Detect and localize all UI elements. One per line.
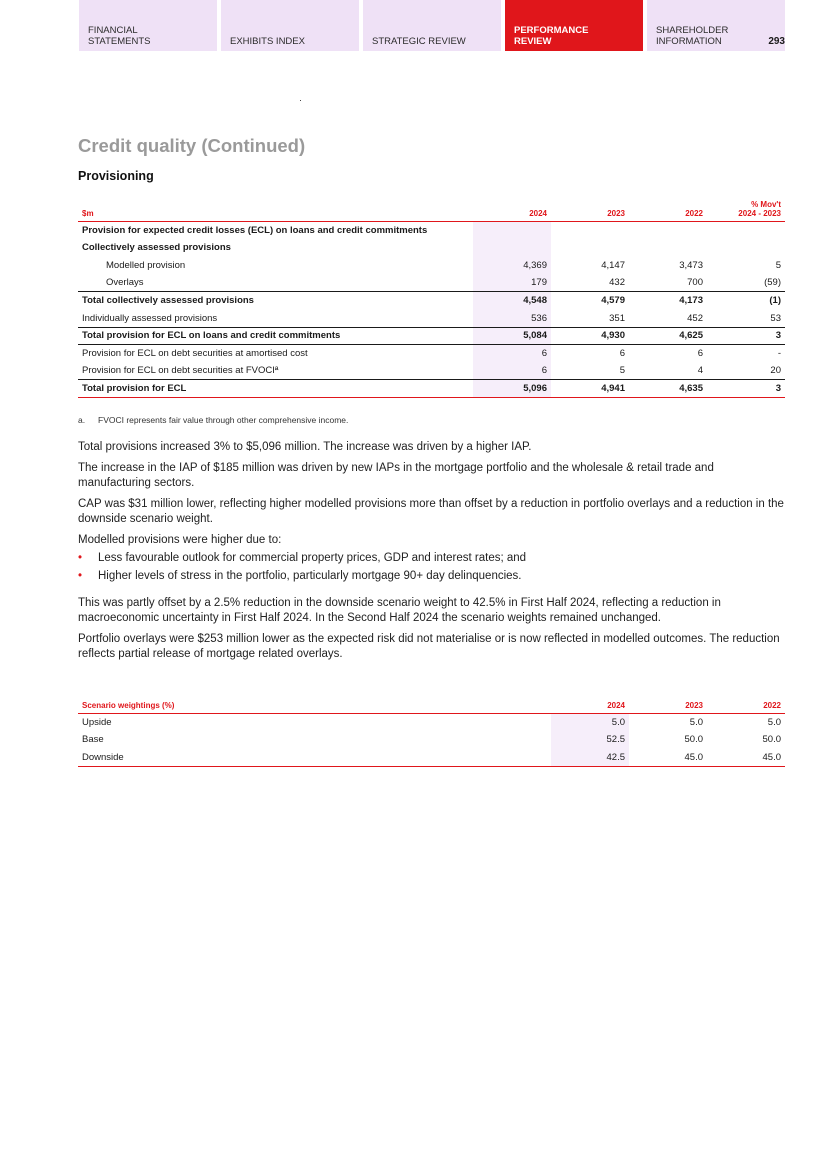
table-row-total — [78, 380, 785, 398]
nav-tab-label-line2: STRATEGIC REVIEW — [372, 36, 466, 47]
paragraph: Modelled provisions were higher due to: — [78, 534, 282, 546]
cell-2024: 536 — [473, 309, 551, 327]
column-header-2022: 2022 — [629, 200, 707, 222]
bullet-icon: • — [78, 570, 83, 582]
column-header-2023: 2023 — [551, 200, 629, 222]
cell-2024: 5.0 — [551, 714, 629, 732]
bullet-icon: • — [78, 552, 83, 564]
cell-2024: 6 — [473, 362, 551, 380]
row-label: Downside — [78, 749, 551, 767]
cell-2022: 45.0 — [707, 749, 785, 767]
list-item — [78, 569, 788, 584]
cell-2022: 5.0 — [767, 717, 781, 729]
cell-2024: 4,548 — [473, 292, 551, 310]
cell-2023: 50.0 — [684, 734, 703, 746]
row-label: Total provision for ECL — [78, 380, 473, 398]
row-label: Provision for ECL on debt securities at amortised cost — [78, 345, 473, 363]
commentary — [78, 440, 788, 668]
column-header-2022: 2022 — [707, 701, 785, 714]
movement-header-line2: 2024 - 2023 — [738, 209, 781, 218]
page-title: Credit quality (Continued) — [78, 135, 306, 156]
cell-2024: 5,084 — [473, 327, 551, 345]
column-header-label: Scenario weightings (%) — [78, 701, 551, 714]
row-label: Upside — [82, 717, 112, 729]
nav-tab-shareholder-information[interactable] — [647, 0, 785, 51]
row-label: Total collectively assessed provisions — [78, 292, 473, 310]
bullet-list — [78, 551, 788, 584]
nav-tab-strategic-review[interactable] — [363, 0, 501, 51]
table-row — [78, 309, 785, 327]
cell-2023: 4,941 — [551, 380, 629, 398]
page-number: 293 — [768, 36, 785, 47]
cell-2023: 4,579 — [551, 292, 629, 310]
cell-2023: 6 — [551, 345, 629, 363]
row-label: Overlays — [106, 277, 144, 289]
provisioning-table — [78, 200, 785, 398]
cell-2024: 6 — [473, 345, 551, 363]
row-label: Individually assessed provisions — [82, 312, 218, 324]
cell-movement: 3 — [707, 327, 785, 345]
table-row — [78, 362, 785, 380]
column-header-2024: 2024 — [551, 701, 629, 714]
cell-movement: 53 — [770, 312, 781, 324]
table-row-total — [78, 327, 785, 345]
movement-header-line1: % Mov't — [751, 200, 781, 209]
table-row — [78, 731, 785, 749]
cell-2024 — [473, 222, 551, 240]
cell-2022: 700 — [687, 277, 703, 289]
paragraph: Portfolio overlays were $253 million lower as the expected risk did not materialise or is now reflected in modelled outcomes. The reduction reflects partial release of mortgage related overlays. — [78, 633, 780, 660]
cell-2022: 50.0 — [762, 734, 781, 746]
cell-2023: 4,930 — [551, 327, 629, 345]
cell-2024 — [473, 239, 551, 257]
cell-2024: 4,369 — [473, 257, 551, 275]
paragraph: Total provisions increased 3% to $5,096 million. The increase was driven by a higher IAP. — [78, 441, 532, 453]
cell-movement: 5 — [775, 259, 781, 271]
paragraph: The increase in the IAP of $185 million was driven by new IAPs in the mortgage portfolio and the wholesale & retail trade and manufacturing sectors. — [78, 462, 714, 489]
scenario-weightings-table — [78, 701, 785, 767]
nav-tab-label-line2: INFORMATION — [656, 36, 722, 47]
nav-tab-label-line1: SHAREHOLDER — [656, 25, 729, 36]
row-label: Provision for expected credit losses (ECL) on loans and credit commitments — [82, 225, 428, 237]
stray-dot — [300, 100, 301, 101]
cell-2023: 432 — [609, 277, 625, 289]
cell-2022: 4,625 — [629, 327, 707, 345]
column-header-label: $m — [78, 200, 473, 222]
cell-2022 — [629, 239, 707, 257]
cell-2022: 4,635 — [629, 380, 707, 398]
cell-2023: 351 — [609, 312, 625, 324]
table-row — [78, 345, 785, 363]
cell-2024: 5,096 — [473, 380, 551, 398]
nav-tab-performance-review[interactable] — [505, 0, 643, 51]
nav-tab-exhibits-index[interactable] — [221, 0, 359, 51]
cell-movement: 20 — [770, 365, 781, 377]
cell-2023 — [551, 239, 629, 257]
cell-2023 — [551, 222, 629, 240]
row-label: Total provision for ECL on loans and credit commitments — [78, 327, 473, 345]
footnote-key: a. — [78, 415, 86, 425]
table-row-total — [78, 292, 785, 310]
cell-2024: 42.5 — [551, 749, 629, 767]
nav-tab-label-line2: REVIEW — [514, 36, 552, 47]
table-row — [78, 714, 785, 732]
row-label: Base — [82, 734, 104, 746]
cell-2023: 5 — [619, 365, 625, 377]
cell-movement — [707, 239, 785, 257]
nav-tab-label-line2: STATEMENTS — [88, 36, 151, 47]
nav-tab-label-line2: EXHIBITS INDEX — [230, 36, 305, 47]
table-header-row — [78, 701, 785, 714]
table-row — [78, 239, 785, 257]
footnote-text: FVOCI represents fair value through other comprehensive income. — [98, 415, 349, 425]
cell-2024: 179 — [473, 274, 551, 292]
table-row — [78, 222, 785, 240]
cell-2023: 45.0 — [629, 749, 707, 767]
cell-movement: - — [707, 345, 785, 363]
cell-2022: 4,173 — [629, 292, 707, 310]
cell-2022 — [629, 222, 707, 240]
column-header-2024: 2024 — [473, 200, 551, 222]
nav-tab-financial-statements[interactable] — [79, 0, 217, 51]
table-row — [78, 274, 785, 292]
list-item-text: Less favourable outlook for commercial property prices, GDP and interest rates; and — [98, 552, 527, 564]
cell-2022: 452 — [687, 312, 703, 324]
cell-2022: 4 — [697, 365, 703, 377]
cell-movement: (1) — [707, 292, 785, 310]
table-header-row — [78, 200, 785, 222]
column-header-movement — [707, 200, 785, 222]
cell-movement — [707, 222, 785, 240]
cell-2023: 5.0 — [689, 717, 703, 729]
table-footnote — [78, 415, 348, 425]
cell-2023: 4,147 — [601, 259, 625, 271]
column-header-2023: 2023 — [629, 701, 707, 714]
paragraph: CAP was $31 million lower, reflecting higher modelled provisions more than offset by a reduction in portfolio overlays and a reduction in the downside scenario weight. — [78, 498, 784, 525]
table-row — [78, 257, 785, 275]
row-label: Collectively assessed provisions — [82, 242, 231, 254]
nav-tab-label-line1: PERFORMANCE — [514, 25, 589, 36]
table-row — [78, 749, 785, 767]
cell-movement: (59) — [764, 277, 781, 289]
nav-tab-label-line1: FINANCIAL — [88, 25, 138, 36]
cell-2024: 52.5 — [551, 731, 629, 749]
section-subheading: Provisioning — [78, 169, 154, 183]
cell-2022: 6 — [629, 345, 707, 363]
section-nav — [79, 0, 785, 51]
row-label: Provision for ECL on debt securities at FVOCIª — [82, 365, 279, 377]
paragraph: This was partly offset by a 2.5% reduction in the downside scenario weight to 42.5% in First Half 2024, reflecting a reduction in macroeconomic uncertainty in First Half 2024. In the Second Half 2024 the scenario weights remained unchanged. — [78, 597, 721, 624]
cell-2022: 3,473 — [679, 259, 703, 271]
row-label: Modelled provision — [106, 259, 186, 271]
list-item — [78, 551, 788, 566]
cell-movement: 3 — [707, 380, 785, 398]
list-item-text: Higher levels of stress in the portfolio, particularly mortgage 90+ day delinquencies. — [98, 570, 522, 582]
